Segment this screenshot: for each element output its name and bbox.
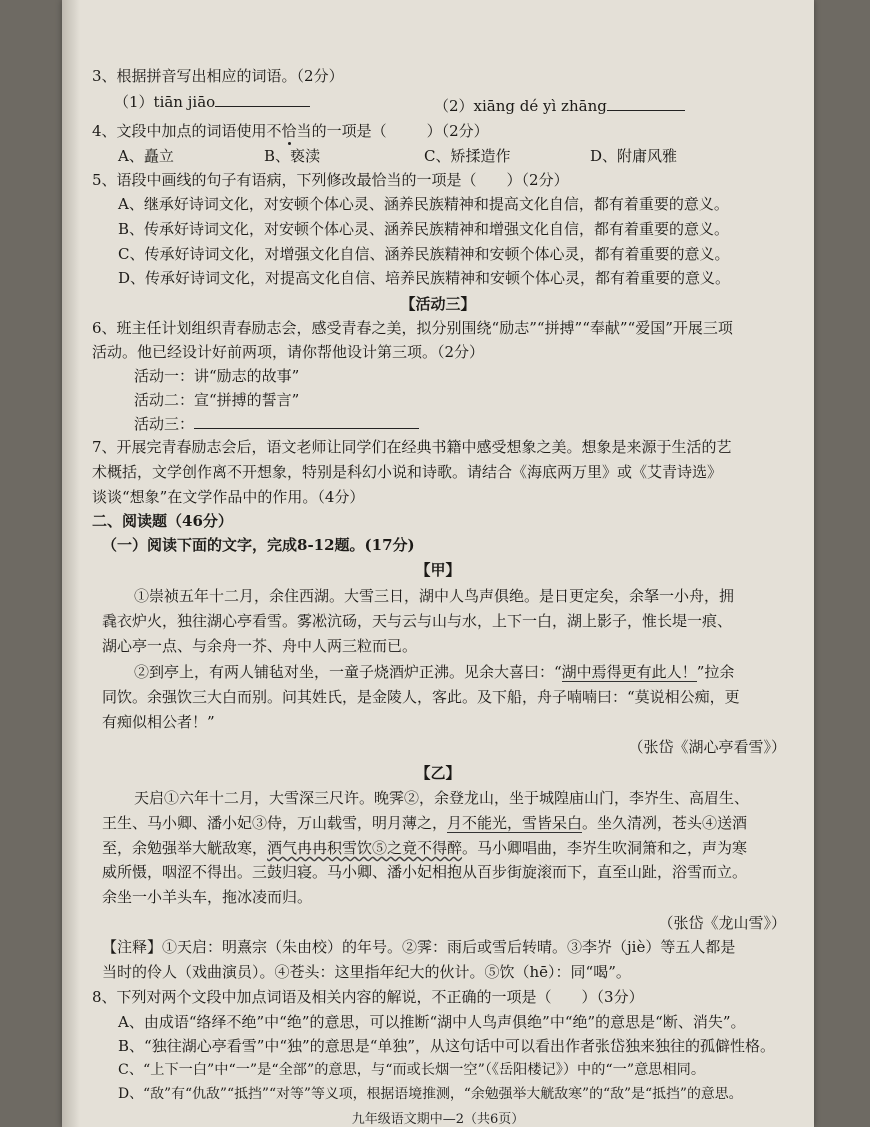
passage-jia-p2-l1-a: ②到亭上，有两人铺毡对坐，一童子烧酒炉正沸。见余大喜曰：“ — [134, 663, 562, 681]
activity-3-heading: 【活动三】 — [400, 295, 476, 313]
passage-yi-l3-c: 。马小卿唱曲，李岕生吹洞箫和之，声为寒 — [462, 839, 748, 857]
q4-option-a: A、矗立 — [118, 147, 174, 165]
q3-pinyin-1: （1）tiān jiāo — [114, 93, 216, 111]
q8-option-b: B、“独往湖心亭看雪”中“独”的意思是“单独”，从这句话中可以看出作者张岱独来独往的孤僻性格。 — [118, 1037, 776, 1055]
passage-yi-l5: 余坐一小羊头车，拖冰凌而归。 — [102, 888, 313, 906]
q8-option-d: D、“敌”有“仇敌”“抵挡”“对等”等义项，根据语境推测，“余勉强举大觥敌寒”的“敌”是“抵挡”的意思。 — [118, 1086, 743, 1102]
passage-yi-title: 【乙】 — [415, 764, 461, 782]
q8-option-c: C、“上下一白”中“一”是“全部”的意思，与“而或长烟一空”（《岳阳楼记》）中的“一”意思相同。 — [118, 1062, 706, 1078]
passage-jia-underlined-sentence: 湖中焉得更有此人！ — [561, 663, 697, 681]
passage-yi-source: （张岱《龙山雪》） — [658, 914, 786, 932]
passage-yi-underlined-1: 月不能光，雪皆呆白 — [447, 814, 583, 832]
q4-option-d: D、附庸风雅 — [590, 147, 678, 165]
q3-item-2 — [434, 96, 685, 116]
q5-option-c: C、传承好诗词文化，对增强文化自信、涵养民族精神和安顿个体心灵，都有着重要的意义。 — [118, 245, 730, 263]
q6-line-2: 活动。他已经设计好前两项，请你帮他设计第三项。（2分） — [92, 343, 485, 361]
exam-page — [62, 0, 814, 1127]
q4-option-b: B、亵渎 — [264, 147, 321, 165]
notes-line-2: 当时的伶人（戏曲演员）。④苍头：这里指年纪大的伙计。⑤饮（hē）：同“喝”。 — [102, 963, 631, 981]
passage-jia-p2-l1-c: ”拉余 — [696, 663, 735, 681]
passage-yi-l2-a: 王生、马小卿、潘小妃③侍，万山载雪，明月薄之， — [102, 814, 448, 832]
q3-pinyin-2: （2）xiāng dé yì zhāng — [434, 97, 607, 115]
q4-stem-d: ）（2分） — [426, 122, 489, 140]
q4-stem-emphasis: 不恰当 — [266, 122, 312, 140]
q6-activity-3-blank[interactable] — [194, 414, 419, 429]
q6-activity-3 — [134, 414, 419, 434]
q3-answer-blank-2[interactable] — [607, 96, 685, 111]
q6-line-1: 6、班主任计划组织青春励志会，感受青春之美，拟分别围绕“励志”“拼搏”“奉献”“爱国”开展三项 — [92, 319, 733, 337]
passage-jia-p1-l2: 毳衣炉火，独往湖心亭看雪。雾凇沆砀，天与云与山与水，上下一白，湖上影子，惟长堤一痕、 — [102, 612, 733, 630]
q5-stem: 5、语段中画线的句子有语病，下列修改最恰当的一项是（ ）（2分） — [92, 171, 569, 189]
q4-stem-c: 的一项是（ — [311, 122, 387, 140]
passage-yi-l2-c: 。坐久清冽，苍头④送酒 — [582, 814, 748, 832]
passage-yi-l1: 天启①六年十二月，大雪深三尺许。晚霁②，余登龙山，坐于城隍庙山门，李岕生、高眉生、 — [134, 789, 750, 807]
passage-jia-p2-l1 — [134, 662, 734, 682]
passage-jia-p2-l2: 同饮。余强饮三大白而别。问其姓氏，是金陵人，客此。及下船，舟子喃喃曰：“莫说相公痴，更 — [102, 688, 740, 706]
notes-line-1: 【注释】①天启：明熹宗（朱由校）的年号。②霁：雨后或雪后转晴。③李岕（jiè）等五人都是 — [102, 938, 736, 956]
passage-yi-wavy-underlined: 酒气冉冉积雪饮⑤之竟不得醉 — [267, 839, 463, 857]
section-2-heading: 二、阅读题（46分） — [92, 512, 233, 530]
q4-stem-a: 4、文段中加点的词语使用 — [92, 122, 267, 140]
q4-stem — [92, 121, 489, 141]
q7-line-1: 7、开展完青春励志会后，语文老师让同学们在经典书籍中感受想象之美。想象是来源于生活的艺 — [92, 438, 732, 456]
q4-option-c: C、矫揉造作 — [424, 147, 511, 165]
reading-part-1-heading: （一）阅读下面的文字，完成8-12题。(17分) — [102, 536, 415, 554]
q3-stem: 3、根据拼音写出相应的词语。（2分） — [92, 67, 344, 85]
q5-option-d: D、传承好诗词文化，对提高文化自信、培养民族精神和安顿个体心灵，都有着重要的意义。 — [118, 269, 731, 287]
page-footer: 九年级语文期中—2（共6页） — [351, 1112, 525, 1127]
passage-yi-l4: 威所慑，咽涩不得出。三鼓归寝。马小卿、潘小妃相抱从百步街旋滚而下，直至山趾，浴雪而立。 — [102, 863, 748, 881]
q8-stem: 8、下列对两个文段中加点词语及相关内容的解说，不正确的一项是（ ）（3分） — [92, 988, 644, 1006]
q3-answer-blank-1[interactable] — [215, 92, 310, 107]
passage-yi-l3 — [102, 838, 747, 858]
passage-jia-source: （张岱《湖心亭看雪》） — [628, 738, 786, 756]
q7-line-2: 术概括，文学创作离不开想象，特别是科幻小说和诗歌。请结合《海底两万里》或《艾青诗选》 — [92, 463, 723, 481]
passage-yi-l3-a: 至，余勉强举大觥敌寒， — [102, 839, 268, 857]
q3-item-1 — [114, 92, 310, 112]
q5-option-b: B、传承好诗词文化，对安顿个体心灵、涵养民族精神和增强文化自信，都有着重要的意义。 — [118, 220, 730, 238]
q6-activity-3-label: 活动三： — [134, 415, 195, 433]
q8-option-a: A、由成语“络绎不绝”中“绝”的意思，可以推断“湖中人鸟声俱绝”中“绝”的意思是“断、消失”。 — [118, 1013, 746, 1031]
passage-jia-p1-l1: ①崇祯五年十二月，余住西湖。大雪三日，湖中人鸟声俱绝。是日更定矣，余拏一小舟，拥 — [134, 587, 735, 605]
passage-yi-l2 — [102, 813, 747, 833]
q6-activity-1: 活动一：讲“励志的故事” — [134, 367, 300, 385]
q7-line-3: 谈谈“想象”在文学作品中的作用。（4分） — [92, 488, 365, 506]
passage-jia-p2-l3: 有痴似相公者！” — [102, 713, 215, 731]
passage-jia-p1-l3: 湖心亭一点、与余舟一芥、舟中人两三粒而已。 — [102, 637, 418, 655]
q5-option-a: A、继承好诗词文化，对安顿个体心灵、涵养民族精神和提高文化自信，都有着重要的意义。 — [118, 195, 729, 213]
passage-jia-title: 【甲】 — [415, 561, 461, 579]
q6-activity-2: 活动二：宣“拼搏的誓言” — [134, 391, 300, 409]
